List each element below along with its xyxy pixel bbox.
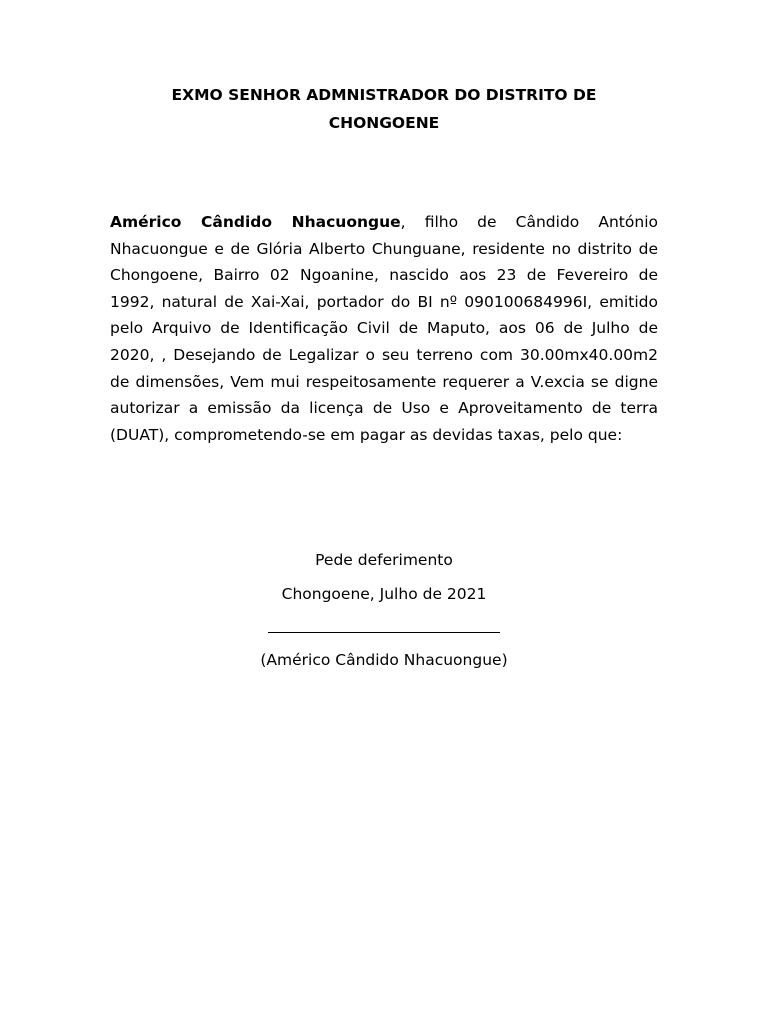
applicant-name: Américo Cândido Nhacuongue: [110, 213, 401, 231]
request-body-text: , filho de Cândido António Nhacuongue e de Glória Alberto Chunguane, residente no distrito de Chongoene, Bairro 02 Ngoanine, nascido aos 23 de Fevereiro de 1992, natural de Xai-Xai, portador do BI nº 090100684996I, emitido pelo Arquivo de Identificação Civil de Maputo, aos 06 de Julho de 2020, , Desejando de Legalizar o seu terreno com 30.00mx40.00m2 de dimensões, Vem mui respeitosamente requerer a V.excia se digne autorizar a emissão da licença de Uso e Aproveitamento de terra (DUAT), comprometendo-se em pagar as devidas taxas, pelo que:: [110, 213, 658, 444]
closing-place-date: Chongoene, Julho de 2021: [281, 585, 487, 603]
request-body-paragraph: [110, 209, 658, 448]
signature-line: [268, 632, 500, 633]
closing-request: Pede deferimento: [315, 551, 453, 569]
heading-line-2: CHONGOENE: [328, 114, 440, 132]
document-heading: [110, 81, 658, 137]
signature-name: (Américo Cândido Nhacuongue): [260, 651, 508, 669]
heading-line-1: EXMO SENHOR ADMNISTRADOR DO DISTRITO DE: [171, 86, 597, 104]
